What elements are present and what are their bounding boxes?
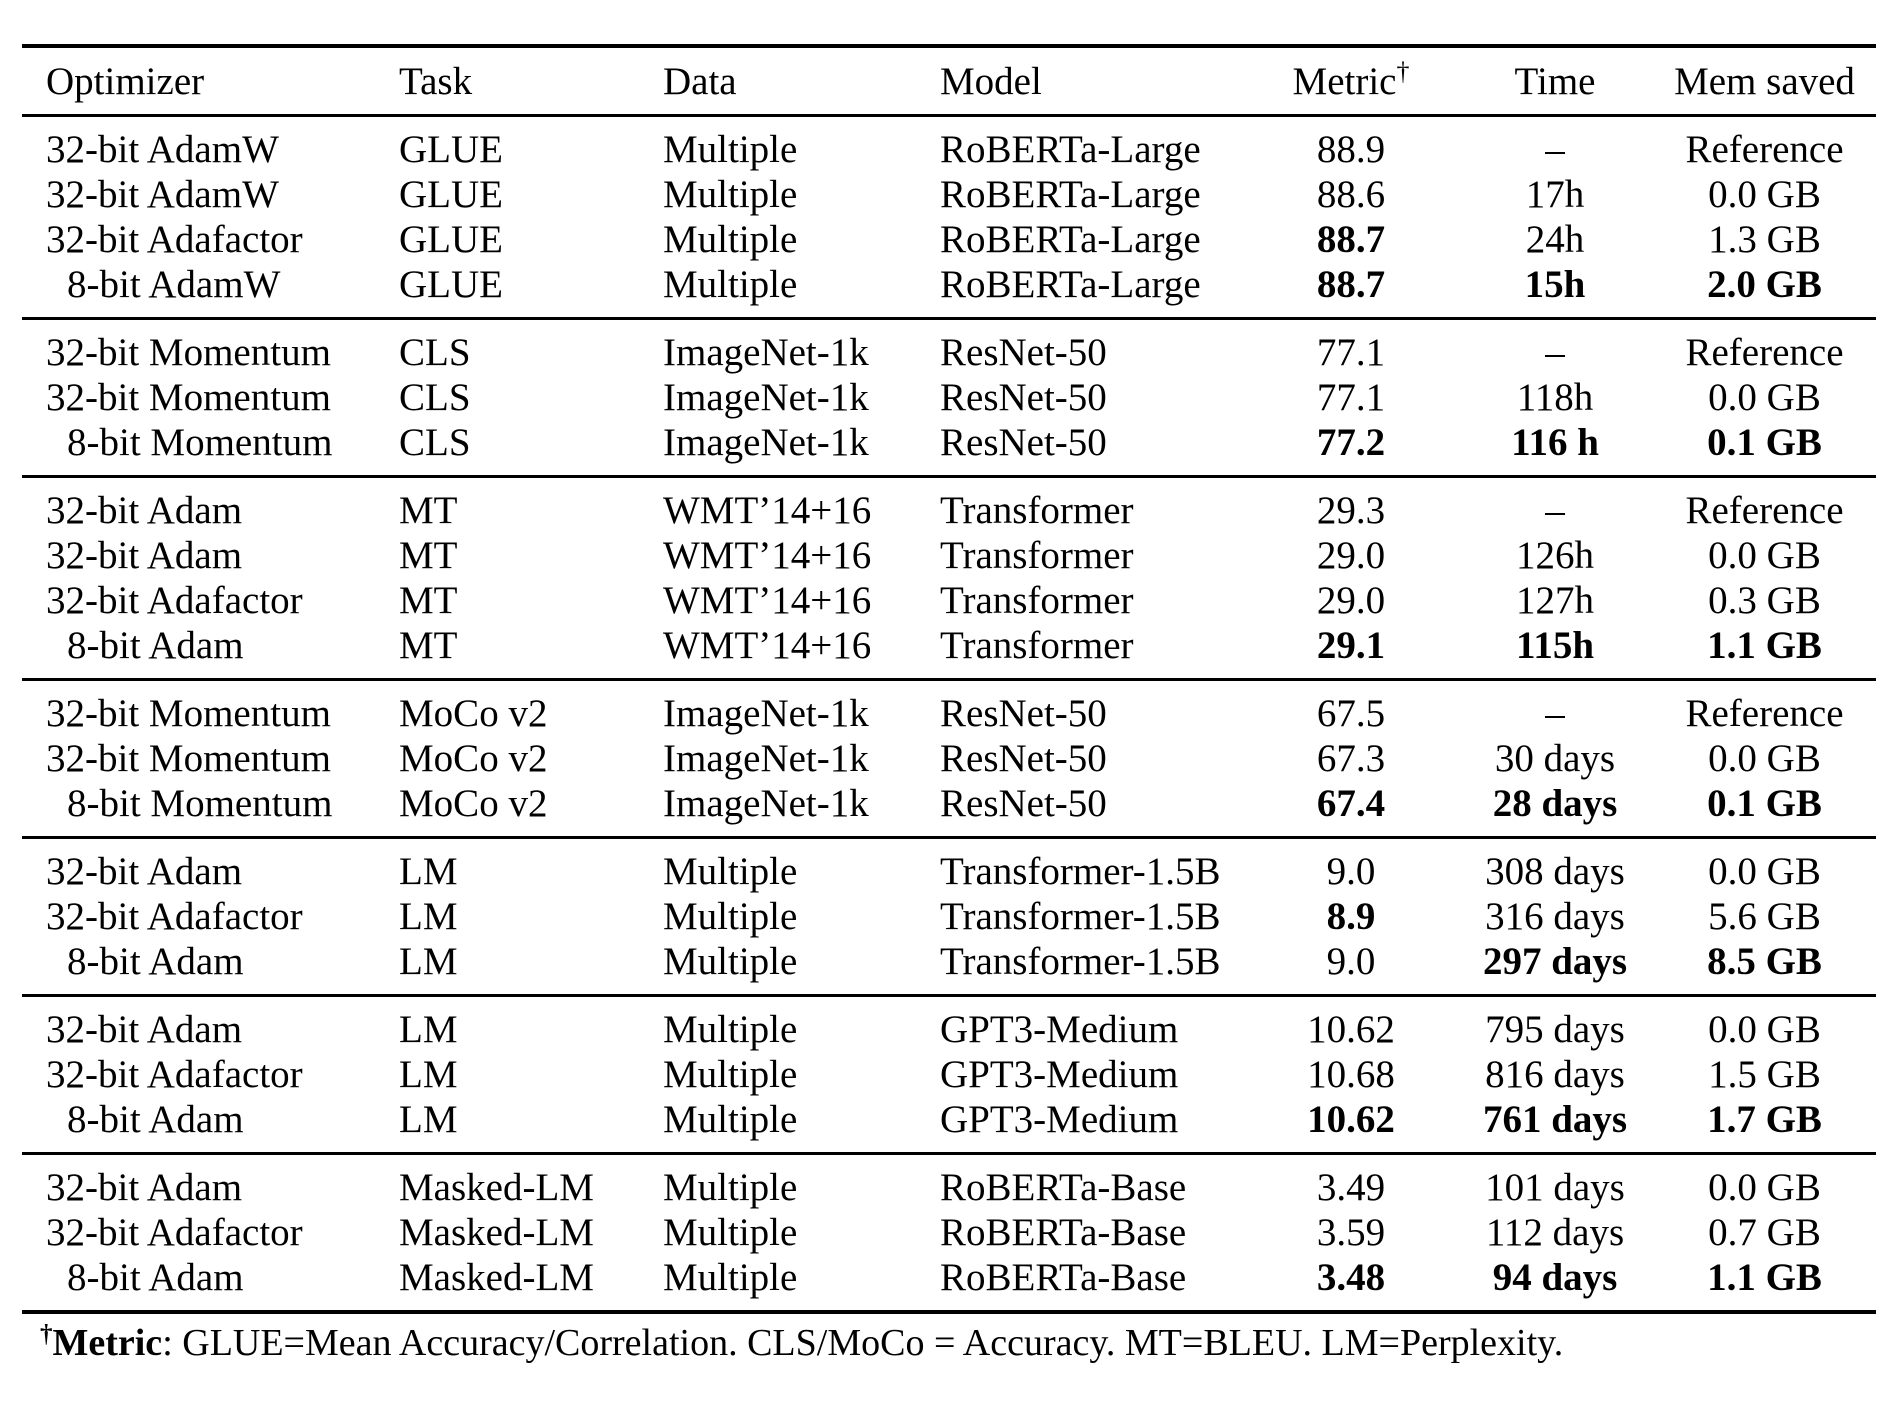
metric-cell: 8.9 <box>1326 895 1376 938</box>
optimizer-cell: 32-bit Adafactor <box>46 579 303 622</box>
mem-saved-cell: Reference <box>1685 489 1844 532</box>
data-cell: Multiple <box>663 1166 798 1209</box>
metric-cell: 29.1 <box>1316 624 1386 667</box>
model-cell: ResNet-50 <box>940 421 1107 464</box>
model-cell: RoBERTa-Base <box>940 1166 1187 1209</box>
data-cell: Multiple <box>663 1256 798 1299</box>
time-cell: 28 days <box>1492 782 1618 825</box>
model-cell: RoBERTa-Large <box>940 263 1201 306</box>
model-cell: RoBERTa-Large <box>940 218 1201 261</box>
mem-saved-cell: 1.3 GB <box>1708 218 1821 261</box>
time-cell: – <box>1545 128 1565 171</box>
optimizer-cell: 32-bit Adam <box>46 489 243 532</box>
optimizer-cell: 32-bit Momentum <box>46 376 331 419</box>
time-cell: 112 days <box>1485 1211 1625 1254</box>
optimizer-cell: 8-bit Adam <box>67 1256 244 1299</box>
col-header-metric <box>1245 46 1457 116</box>
mem-saved-cell: Reference <box>1685 331 1844 374</box>
time-cell: 795 days <box>1485 1008 1625 1051</box>
model-cell: GPT3-Medium <box>940 1008 1179 1051</box>
table-row <box>22 1154 1876 1211</box>
mem-saved-cell: 1.1 GB <box>1707 624 1822 667</box>
metric-cell: 29.3 <box>1316 489 1386 532</box>
metric-cell: 88.9 <box>1316 128 1386 171</box>
data-cell: Multiple <box>663 128 798 171</box>
data-cell: Multiple <box>663 173 798 216</box>
table-group-6 <box>22 996 1876 1154</box>
table-row <box>22 939 1876 996</box>
task-cell: GLUE <box>399 173 503 216</box>
table-row <box>22 319 1876 376</box>
task-cell: MT <box>399 534 458 577</box>
metric-cell: 77.1 <box>1316 376 1386 419</box>
optimizer-cell: 32-bit Adafactor <box>46 895 303 938</box>
optimizer-cell: 32-bit Momentum <box>46 331 331 374</box>
table-row <box>22 680 1876 737</box>
metric-cell: 29.0 <box>1316 579 1386 622</box>
table-row <box>22 894 1876 939</box>
optimizer-cell: 32-bit Adafactor <box>46 1053 303 1096</box>
task-cell: MoCo v2 <box>399 782 548 825</box>
time-cell: 118h <box>1516 376 1594 419</box>
model-cell: Transformer <box>940 579 1134 622</box>
mem-saved-cell: 5.6 GB <box>1708 895 1821 938</box>
metric-cell: 10.62 <box>1307 1008 1395 1051</box>
data-cell: WMT’14+16 <box>663 489 872 532</box>
table-row <box>22 217 1876 262</box>
optimizer-cell: 8-bit Adam <box>67 940 244 983</box>
table-group-2 <box>22 319 1876 477</box>
mem-saved-cell: 1.5 GB <box>1708 1053 1821 1096</box>
table-row <box>22 375 1876 420</box>
table-group-1 <box>22 116 1876 319</box>
table-header <box>22 46 1876 116</box>
data-cell: WMT’14+16 <box>663 579 872 622</box>
mem-saved-cell: 1.1 GB <box>1707 1256 1822 1299</box>
time-cell: – <box>1545 489 1565 532</box>
optimizer-cell: 8-bit Momentum <box>67 421 333 464</box>
model-cell: Transformer <box>940 624 1134 667</box>
data-cell: ImageNet-1k <box>663 692 869 735</box>
model-cell: RoBERTa-Large <box>940 128 1201 171</box>
col-header-data: Data <box>663 59 737 103</box>
metric-cell: 10.68 <box>1307 1053 1395 1096</box>
task-cell: LM <box>399 1008 458 1051</box>
table-row <box>22 1097 1876 1154</box>
data-cell: Multiple <box>663 895 798 938</box>
data-cell: Multiple <box>663 218 798 261</box>
metric-cell: 3.49 <box>1316 1166 1386 1209</box>
task-cell: Masked-LM <box>399 1211 594 1254</box>
mem-saved-cell: Reference <box>1685 692 1844 735</box>
model-cell: Transformer-1.5B <box>940 850 1221 893</box>
table-row <box>22 781 1876 838</box>
task-cell: LM <box>399 1053 458 1096</box>
mem-saved-cell: 0.0 GB <box>1708 534 1821 577</box>
model-cell: ResNet-50 <box>940 737 1107 780</box>
mem-saved-cell: 0.3 GB <box>1708 579 1821 622</box>
mem-saved-cell: 0.1 GB <box>1707 421 1822 464</box>
data-cell: ImageNet-1k <box>663 376 869 419</box>
table-row <box>22 1210 1876 1255</box>
metric-cell: 9.0 <box>1326 850 1376 893</box>
table-row <box>22 262 1876 319</box>
model-cell: ResNet-50 <box>940 376 1107 419</box>
table-row <box>22 116 1876 173</box>
optimizer-cell: 32-bit Momentum <box>46 737 331 780</box>
data-cell: Multiple <box>663 1053 798 1096</box>
metric-cell: 88.7 <box>1316 263 1386 306</box>
data-cell: WMT’14+16 <box>663 624 872 667</box>
table-group-5 <box>22 838 1876 996</box>
optimizer-cell: 32-bit Momentum <box>46 692 331 735</box>
table-row <box>22 1255 1876 1312</box>
table-row <box>22 477 1876 534</box>
time-cell: 24h <box>1525 218 1585 261</box>
metric-cell: 88.7 <box>1316 218 1386 261</box>
optimizer-cell: 32-bit Adafactor <box>46 218 303 261</box>
time-cell: – <box>1545 692 1565 735</box>
optimizer-cell: 8-bit Adam <box>67 1098 244 1141</box>
model-cell: Transformer <box>940 534 1134 577</box>
optimizer-cell: 32-bit Adam <box>46 1166 243 1209</box>
col-header-mem-saved: Mem saved <box>1674 59 1855 103</box>
mem-saved-cell: 0.0 GB <box>1708 376 1821 419</box>
mem-saved-cell: Reference <box>1685 128 1844 171</box>
model-cell: Transformer <box>940 489 1134 532</box>
optimizer-cell: 32-bit Adafactor <box>46 1211 303 1254</box>
time-cell: 308 days <box>1485 850 1625 893</box>
footnote-text: : GLUE=Mean Accuracy/Correlation. CLS/MoCo = Accuracy. MT=BLEU. LM=Perplexity. <box>162 1322 1564 1364</box>
data-cell: Multiple <box>663 940 798 983</box>
model-cell: GPT3-Medium <box>940 1098 1179 1141</box>
header-row <box>22 46 1876 116</box>
task-cell: LM <box>399 850 458 893</box>
col-header-time: Time <box>1514 59 1596 103</box>
metric-cell: 67.3 <box>1316 737 1386 780</box>
task-cell: MT <box>399 489 458 532</box>
table-row <box>22 623 1876 680</box>
task-cell: LM <box>399 1098 458 1141</box>
model-cell: RoBERTa-Large <box>940 173 1201 216</box>
table-row <box>22 996 1876 1053</box>
data-cell: ImageNet-1k <box>663 737 869 780</box>
table-row <box>22 838 1876 895</box>
table-group-7 <box>22 1154 1876 1313</box>
optimizer-cell: 32-bit Adam <box>46 850 243 893</box>
table-group-3 <box>22 477 1876 680</box>
optimizer-cell: 32-bit Adam <box>46 534 243 577</box>
task-cell: LM <box>399 940 458 983</box>
model-cell: Transformer-1.5B <box>940 895 1221 938</box>
task-cell: MT <box>399 579 458 622</box>
task-cell: Masked-LM <box>399 1166 594 1209</box>
table-row <box>22 1052 1876 1097</box>
data-cell: Multiple <box>663 1098 798 1141</box>
table-footnote <box>40 1322 1898 1364</box>
task-cell: MT <box>399 624 458 667</box>
col-header-optimizer: Optimizer <box>46 59 205 103</box>
metric-cell: 3.59 <box>1316 1211 1386 1254</box>
time-cell: – <box>1545 331 1565 374</box>
data-cell: Multiple <box>663 263 798 306</box>
mem-saved-cell: 0.0 GB <box>1708 1008 1821 1051</box>
task-cell: LM <box>399 895 458 938</box>
metric-cell: 10.62 <box>1307 1098 1395 1141</box>
model-cell: ResNet-50 <box>940 782 1107 825</box>
mem-saved-cell: 0.0 GB <box>1708 173 1821 216</box>
metric-cell: 3.48 <box>1316 1256 1386 1299</box>
metric-cell: 9.0 <box>1326 940 1376 983</box>
time-cell: 127h <box>1516 579 1594 622</box>
time-cell: 94 days <box>1492 1256 1618 1299</box>
table-row <box>22 578 1876 623</box>
time-cell: 126h <box>1516 534 1594 577</box>
time-cell: 116 h <box>1511 421 1599 464</box>
metric-cell: 77.1 <box>1316 331 1386 374</box>
optimizer-cell: 32-bit AdamW <box>46 173 279 216</box>
optimizer-cell: 8-bit Momentum <box>67 782 333 825</box>
col-header-metric-label: Metric <box>1292 59 1397 103</box>
optimizer-cell: 8-bit AdamW <box>67 263 281 306</box>
optimizer-cell: 8-bit Adam <box>67 624 244 667</box>
task-cell: CLS <box>399 421 471 464</box>
model-cell: GPT3-Medium <box>940 1053 1179 1096</box>
mem-saved-cell: 0.0 GB <box>1708 850 1821 893</box>
metric-cell: 77.2 <box>1316 421 1386 464</box>
task-cell: MoCo v2 <box>399 692 548 735</box>
table-row <box>22 736 1876 781</box>
col-header-task: Task <box>399 59 473 103</box>
footnote-label: Metric <box>52 1322 163 1364</box>
table-row <box>22 420 1876 477</box>
time-cell: 761 days <box>1482 1098 1628 1141</box>
data-cell: Multiple <box>663 850 798 893</box>
results-table <box>22 44 1876 1314</box>
task-cell: CLS <box>399 376 471 419</box>
data-cell: Multiple <box>663 1008 798 1051</box>
optimizer-cell: 32-bit Adam <box>46 1008 243 1051</box>
task-cell: MoCo v2 <box>399 737 548 780</box>
task-cell: GLUE <box>399 128 503 171</box>
data-cell: ImageNet-1k <box>663 421 869 464</box>
metric-cell: 67.4 <box>1316 782 1386 825</box>
mem-saved-cell: 1.7 GB <box>1707 1098 1822 1141</box>
footnote-dagger: † <box>40 1320 53 1348</box>
table-row <box>22 172 1876 217</box>
col-header-model: Model <box>940 59 1042 103</box>
metric-cell: 67.5 <box>1316 692 1386 735</box>
time-cell: 15h <box>1524 263 1586 306</box>
table-group-4 <box>22 680 1876 838</box>
time-cell: 17h <box>1525 173 1585 216</box>
model-cell: Transformer-1.5B <box>940 940 1221 983</box>
metric-cell: 29.0 <box>1316 534 1386 577</box>
mem-saved-cell: 0.7 GB <box>1708 1211 1821 1254</box>
model-cell: RoBERTa-Base <box>940 1256 1187 1299</box>
time-cell: 297 days <box>1482 940 1628 983</box>
data-cell: WMT’14+16 <box>663 534 872 577</box>
task-cell: GLUE <box>399 218 503 261</box>
data-cell: ImageNet-1k <box>663 331 869 374</box>
time-cell: 816 days <box>1485 1053 1625 1096</box>
mem-saved-cell: 8.5 GB <box>1707 940 1822 983</box>
task-cell: Masked-LM <box>399 1256 594 1299</box>
time-cell: 115h <box>1515 624 1595 667</box>
mem-saved-cell: 2.0 GB <box>1707 263 1822 306</box>
mem-saved-cell: 0.0 GB <box>1708 737 1821 780</box>
time-cell: 101 days <box>1485 1166 1625 1209</box>
task-cell: CLS <box>399 331 471 374</box>
dagger-superscript: † <box>1396 56 1410 86</box>
mem-saved-cell: 0.1 GB <box>1707 782 1822 825</box>
table-row <box>22 533 1876 578</box>
optimizer-cell: 32-bit AdamW <box>46 128 279 171</box>
time-cell: 316 days <box>1485 895 1625 938</box>
data-cell: Multiple <box>663 1211 798 1254</box>
model-cell: RoBERTa-Base <box>940 1211 1187 1254</box>
mem-saved-cell: 0.0 GB <box>1708 1166 1821 1209</box>
data-cell: ImageNet-1k <box>663 782 869 825</box>
model-cell: ResNet-50 <box>940 692 1107 735</box>
time-cell: 30 days <box>1494 737 1616 780</box>
task-cell: GLUE <box>399 263 503 306</box>
model-cell: ResNet-50 <box>940 331 1107 374</box>
metric-cell: 88.6 <box>1316 173 1386 216</box>
